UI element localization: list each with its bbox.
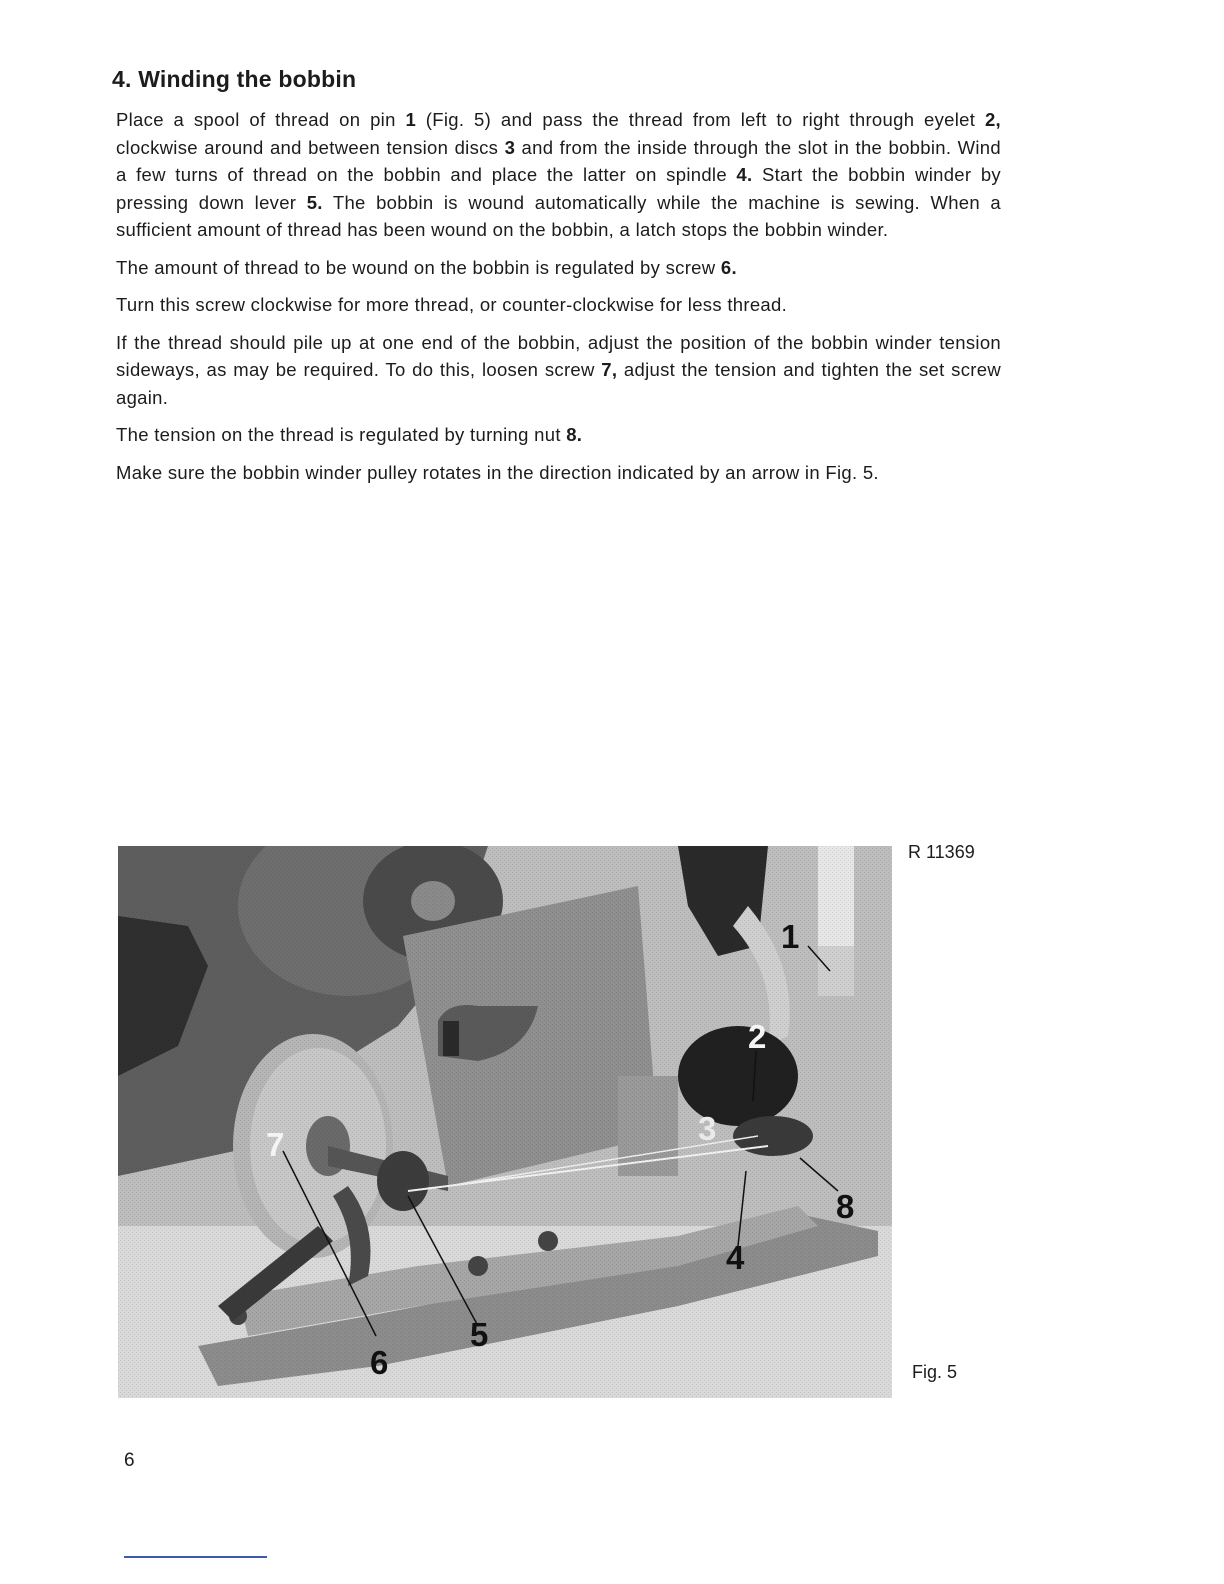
footer-rule [124, 1556, 267, 1558]
paragraph [116, 254, 1001, 282]
reference-number: 2, [984, 109, 1001, 130]
paragraph [116, 106, 1001, 244]
reference-number: 1 [405, 109, 417, 130]
callout-5: 5 [470, 1316, 489, 1353]
callout-6: 6 [370, 1344, 389, 1381]
callout-1: 1 [781, 918, 800, 955]
reference-number: 5. [306, 191, 323, 213]
paragraph [116, 421, 1001, 449]
text-run: adjust the tension and tighten the set screw again. [116, 359, 1001, 408]
callout-2: 2 [748, 1018, 767, 1055]
reference-number: 3 [504, 136, 516, 158]
bobbin-winder-photo [118, 846, 892, 1398]
text-run: (Fig. 5) and pass the thread from left to right through eyelet [416, 109, 985, 130]
paragraph [116, 459, 1001, 487]
text-run: The bobbin is wound automatically while the machine is sewing. When a sufficient amount of thread has been wound on the bobbin, a latch stops the bobbin winder. [116, 191, 1002, 240]
text-run: Turn this screw clockwise for more thread, or counter-clockwise for less thread. [116, 294, 788, 315]
reference-number: 7, [601, 359, 618, 380]
figure-reference-code: R 11369 [908, 842, 975, 862]
callout-3: 3 [698, 1110, 717, 1147]
text-run: The amount of thread to be wound on the bobbin is regulated by screw [116, 256, 721, 278]
reference-number: 8. [566, 424, 583, 445]
paragraph [116, 329, 1001, 412]
callout-7: 7 [266, 1126, 285, 1163]
figure-caption: Fig. 5 [912, 1362, 958, 1382]
reference-number: 6. [720, 256, 737, 278]
text-run: Make sure the bobbin winder pulley rotates in the direction indicated by an arrow in Fig. 5. [116, 461, 879, 483]
instructions-body [116, 106, 1001, 496]
photo-illustration [118, 846, 892, 1398]
text-run: and from the inside through the slot in the bobbin. Wind a few turns of thread on the bobbin and place the latter on spindle [116, 136, 1001, 185]
section-title: Winding the bobbin [138, 66, 357, 92]
paragraph [116, 291, 1001, 319]
text-run: clockwise around and between tension discs [116, 136, 505, 158]
callout-4: 4 [726, 1239, 745, 1276]
text-run: Start the bobbin winder by pressing down lever [116, 164, 1001, 213]
reference-number: 4. [736, 164, 753, 185]
text-run: The tension on the thread is regulated by turning nut [116, 424, 567, 445]
section-heading [112, 66, 356, 93]
page-number: 6 [124, 1450, 135, 1471]
section-number: 4. [112, 66, 132, 92]
text-run: If the thread should pile up at one end of the bobbin, adjust the position of the bobbin winder tension sideways, as may be required. To do this, loosen screw [116, 331, 1001, 380]
callout-8: 8 [836, 1188, 855, 1225]
text-run: Place a spool of thread on pin [116, 109, 406, 130]
